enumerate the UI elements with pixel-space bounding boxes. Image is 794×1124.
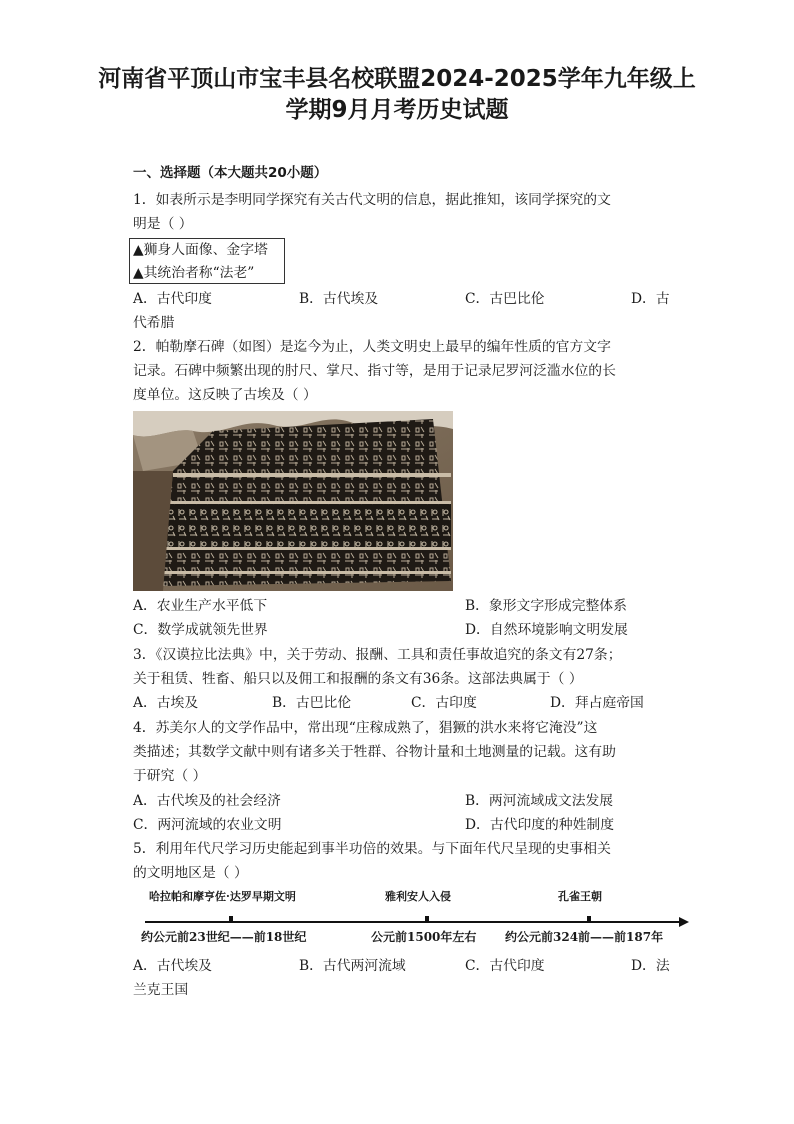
option-c[interactable]: C．古巴比伦 <box>465 291 545 307</box>
option-d-wrap: 兰克王国 <box>133 982 189 998</box>
question-text-line: 2．帕勒摩石碑（如图）是迄今为止，人类文明史上最早的编年性质的官方文字 <box>133 339 611 355</box>
question-4-options-row-1 <box>133 789 673 813</box>
question-1-options <box>133 287 673 311</box>
question-text-line: 5．利用年代尺学习历史能起到事半功倍的效果。与下面年代尺呈现的史事相关 <box>133 841 611 857</box>
timeline <box>133 888 693 948</box>
option-c[interactable]: C．数学成就领先世界 <box>133 622 268 638</box>
question-1 <box>133 188 673 236</box>
question-text-line: 明是（ ） <box>133 216 193 232</box>
option-d[interactable]: D．自然环境影响文明发展 <box>465 622 628 638</box>
timeline-date-label: 公元前1500年左右 <box>371 930 477 944</box>
timeline-event-label: 哈拉帕和摩亨佐·达罗早期文明 <box>149 890 296 903</box>
option-b[interactable]: B．两河流域成文法发展 <box>465 793 614 809</box>
option-a[interactable]: A．古埃及 <box>133 695 199 711</box>
option-a[interactable]: A．古代埃及 <box>133 958 212 974</box>
option-d-wrap: 代希腊 <box>133 315 175 331</box>
info-box-line: ▲狮身人面像、金字塔 <box>133 242 268 258</box>
title-line-1: 河南省平顶山市宝丰县名校联盟2024-2025学年九年级上 <box>98 66 696 92</box>
option-c[interactable]: C．两河流域的农业文明 <box>133 817 282 833</box>
option-d[interactable]: D．拜占庭帝国 <box>550 695 644 711</box>
question-4-options-row-2 <box>133 813 673 837</box>
question-2-options-row-2 <box>133 618 673 642</box>
question-text-line: 记录。石碑中频繁出现的肘尺、掌尺、指寸等，是用于记录尼罗河泛滥水位的长 <box>133 363 616 379</box>
question-text-line: 4．苏美尔人的文学作品中，常出现“庄稼成熟了，猖獗的洪水来将它淹没”这 <box>133 720 598 736</box>
question-text-line: 度单位。这反映了古埃及（ ） <box>133 387 317 403</box>
question-3-options <box>133 691 673 715</box>
info-box-line: ▲其统治者称“法老” <box>133 265 255 281</box>
option-b[interactable]: B．象形文字形成完整体系 <box>465 598 627 614</box>
option-a[interactable]: A．古代埃及的社会经济 <box>133 793 281 809</box>
document-title <box>0 64 794 126</box>
question-text-line: 1．如表所示是李明同学探究有关古代文明的信息，据此推知，该同学探究的文 <box>133 192 611 208</box>
palermo-stone-image <box>133 411 453 591</box>
question-2 <box>133 335 673 407</box>
option-d[interactable]: D．古代印度的种姓制度 <box>465 817 615 833</box>
question-3 <box>133 643 673 691</box>
palermo-stone-illustration <box>133 411 453 591</box>
question-5-options-wrap <box>133 978 673 1002</box>
question-2-options-row-1 <box>133 594 673 618</box>
option-c[interactable]: C．古印度 <box>411 695 477 711</box>
timeline-event-label: 孔雀王朝 <box>558 890 602 903</box>
option-b[interactable]: B．古巴比伦 <box>272 695 352 711</box>
title-line-2: 学期9月月考历史试题 <box>285 97 509 123</box>
option-b[interactable]: B．古代两河流域 <box>299 958 406 974</box>
question-text-line: 3．《汉谟拉比法典》中，关于劳动、报酬、工具和责任事故追究的条文有27条； <box>133 647 622 663</box>
option-d[interactable]: D．古 <box>631 291 670 307</box>
timeline-date-label: 约公元前23世纪——前18世纪 <box>141 930 307 944</box>
question-text-line: 的文明地区是（ ） <box>133 865 248 881</box>
section-heading: 一、选择题（本大题共20小题） <box>133 165 328 181</box>
option-b[interactable]: B．古代埃及 <box>299 291 379 307</box>
option-d[interactable]: D．法 <box>631 958 670 974</box>
question-5-options <box>133 954 673 978</box>
option-a[interactable]: A．农业生产水平低下 <box>133 598 268 614</box>
question-text-line: 于研究（ ） <box>133 768 207 784</box>
question-text-line: 类描述；其数学文献中则有诸多关于牲群、谷物计量和土地测量的记载。这有助 <box>133 744 616 760</box>
option-c[interactable]: C．古代印度 <box>465 958 545 974</box>
timeline-date-label: 约公元前324前——前187年 <box>505 930 664 944</box>
info-box <box>129 238 285 284</box>
question-1-options-wrap <box>133 311 673 335</box>
question-text-line: 关于租赁、牲畜、船只以及佣工和报酬的条文有36条。这部法典属于（ ） <box>133 671 583 687</box>
timeline-event-label: 雅利安人入侵 <box>385 890 451 903</box>
option-a[interactable]: A．古代印度 <box>133 291 212 307</box>
question-4 <box>133 716 673 788</box>
question-5 <box>133 837 673 885</box>
